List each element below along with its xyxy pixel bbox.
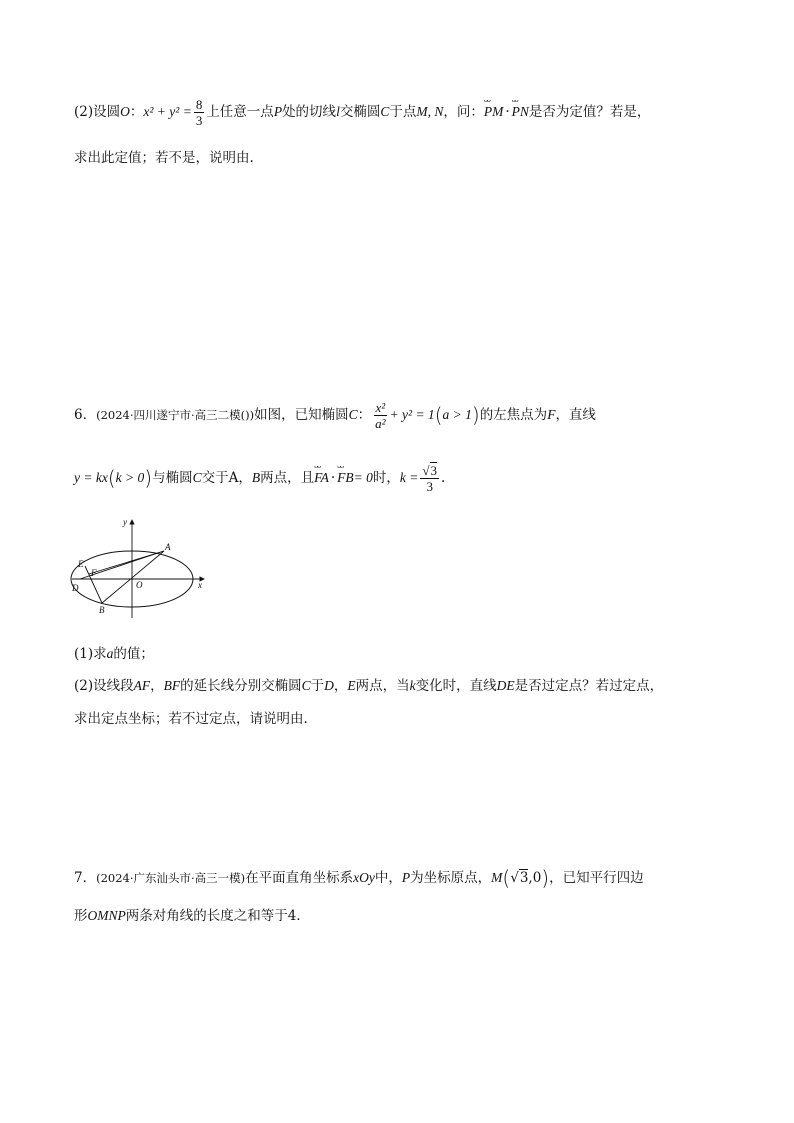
q5-part2-line1: (2)设圆O：x² + y² = $\frac{8}{3}$ 上任意一点P处的切线l交椭圆C于点M, N，问：ᴗᴗ PM ·ᴗᴗ PN是否为定值？若是， [74, 97, 650, 128]
q7-text: 形 [74, 908, 88, 924]
q6-part2-text: ， [333, 678, 348, 694]
vector-FA: ᴗᴗ FA [314, 470, 329, 486]
q6-part2-text: 是否过定点？若过定点， [514, 678, 664, 694]
label-A: A [165, 542, 171, 552]
q6-part1-text: 的值； [113, 646, 154, 662]
fraction-denominator: 3 [195, 113, 203, 128]
q6-text: 交于A， [201, 470, 252, 486]
parallelogram-OMNP: OMNP [87, 908, 126, 923]
point-M: M [491, 870, 503, 885]
q5-text: 于点 [389, 104, 417, 120]
fraction-8-3 [194, 97, 205, 128]
line-l: l [336, 104, 340, 119]
ellipse-C: C [348, 407, 358, 422]
q7-line2 [74, 904, 310, 924]
q6-text: . [441, 470, 446, 486]
q6-part2-text: 两点，当 [355, 678, 410, 694]
circle-equation-lhs: x² + y² = [143, 104, 192, 119]
vector-FB: ᴗᴗ FB [337, 470, 354, 486]
q7-source: (2024·广东汕头市·高三一模) [96, 871, 246, 885]
q6-text: ，直线 [555, 407, 596, 423]
coordinate-system: xOy [353, 870, 375, 885]
line-DE: DE [496, 678, 515, 693]
segment-BF: BF [163, 678, 181, 693]
colon: ： [357, 407, 372, 423]
q7-line1: 7．(2024·广东汕头市·高三一模)在平面直角坐标系xOy中，P为坐标原点，M(√3,0)，已知平行四边 [74, 866, 644, 890]
fraction-sqrt3-3 [420, 463, 439, 494]
q6-number: 6． [74, 407, 97, 423]
circle-O: O [120, 104, 130, 119]
fraction-denominator: a² [375, 416, 386, 431]
ellipse-C: C [380, 104, 390, 119]
q5-text: 处的切线 [282, 104, 337, 120]
q7-text: 中， [374, 870, 402, 886]
var-k: k [409, 678, 416, 693]
q6-part1-text: (1)求 [74, 646, 107, 662]
q6-text: 两点，且 [260, 470, 315, 486]
k-equals: k = [399, 470, 419, 485]
q6-part2-text: (2)设线段 [74, 678, 134, 694]
label-O: O [136, 580, 143, 590]
ellipse-figure [68, 516, 208, 621]
condition-a: a > 1 [442, 407, 472, 422]
fraction-x2-a2 [373, 400, 387, 431]
q7-text: 为坐标原点， [410, 870, 492, 886]
vector-PM: ᴗᴗ PM [484, 104, 504, 120]
q6-source: (2024·四川遂宁市·高三二模()) [96, 408, 255, 422]
q6-part2-text: 的延长线分别交椭圆 [180, 678, 302, 694]
q6-part2-line2: 求出定点坐标；若不过定点，请说明由. [74, 711, 308, 727]
point-B: B [251, 470, 261, 485]
label-F: F [91, 568, 97, 578]
q6-part2-text: 变化时，直线 [415, 678, 497, 694]
label-B: B [99, 605, 105, 615]
label-E: E [78, 559, 84, 569]
q6-line2: y = kx(k > 0)与椭圆C交于A，B两点，且ᴗᴗ FA ·ᴗᴗ FB= 0时，k = $\frac{√3}{3}$ . [74, 463, 445, 494]
q5-part2-line2: 求出此定值；若不是，说明由. [74, 150, 254, 166]
q6-text: 的左焦点为 [479, 407, 548, 423]
q7-text: 在平面直角坐标系 [245, 870, 354, 886]
q6-text: 时， [372, 470, 400, 486]
colon: ： [129, 104, 144, 120]
fraction-numerator: x² [375, 400, 386, 415]
q5-text: 设圆 [93, 104, 121, 120]
line-AB [102, 551, 164, 603]
q5-part2-label: (2) [74, 104, 94, 120]
sqrt-radicand: 3 [519, 870, 529, 886]
equals-zero: = 0 [353, 470, 373, 485]
line-equation: y = kx [74, 470, 108, 485]
q5-text: 是否为定值？若是， [528, 104, 651, 120]
coord-rest: ,0 [528, 870, 542, 886]
focus-F: F [547, 407, 556, 422]
sqrt-radicand: 3 [430, 463, 438, 478]
point-E: E [347, 678, 356, 693]
q6-line1: 6．(2024·四川遂宁市·高三二模())如图，已知椭圆C： $\frac{\text{x²}}{\text{a²}}$ + y² = 1(a > 1)的左焦点为F，直线 [74, 400, 596, 431]
point-D: D [324, 678, 334, 693]
q6-text: 与椭圆 [152, 470, 193, 486]
fraction-numerator: √3 [422, 463, 438, 478]
sqrt-3: √3 [510, 870, 529, 886]
q7-text: 两条对角线的长度之和等于4． [125, 908, 310, 924]
q7-number: 7． [74, 870, 97, 886]
label-D: D [72, 583, 79, 593]
q7-text: ，已知平行四边 [549, 870, 644, 886]
ellipse-C: C [301, 678, 311, 693]
q6-part2-text: 于 [310, 678, 325, 694]
q6-text: 如图，已知椭圆 [254, 407, 349, 423]
var-a: a [106, 646, 114, 661]
label-y: y [123, 517, 127, 527]
q5-text: 交椭圆 [339, 104, 381, 120]
fraction-numerator: 8 [195, 97, 203, 112]
point-P: P [273, 104, 283, 119]
points-MN: M, N [416, 104, 444, 119]
ellipse-equation: + y² = 1 [389, 407, 435, 422]
condition-k: k > 0 [115, 470, 145, 485]
q5-text: ，问： [443, 104, 484, 120]
fraction-denominator: 3 [426, 479, 433, 494]
q6-part2-text: ， [150, 678, 164, 694]
segment-AF: AF [133, 678, 151, 693]
q6-part1 [74, 642, 154, 662]
label-x: x [198, 580, 202, 590]
point-P: P [401, 870, 411, 885]
q5-text: 上任意一点 [206, 104, 274, 120]
ellipse-C: C [192, 470, 202, 485]
vector-PN: ᴗᴗ PN [512, 104, 529, 120]
q6-part2-line1 [74, 674, 663, 694]
